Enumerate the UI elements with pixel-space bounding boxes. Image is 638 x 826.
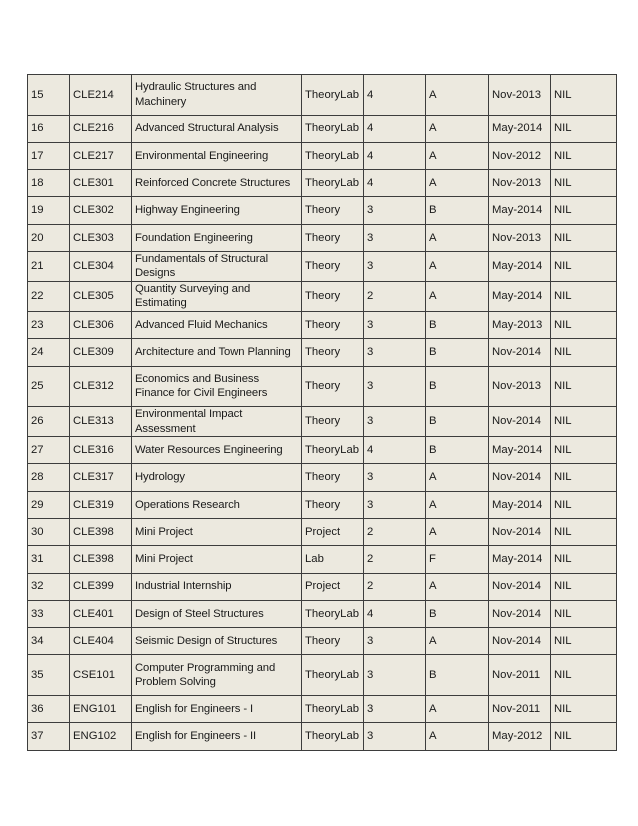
result-cell: NIL	[551, 573, 617, 600]
exam-month-cell: Nov-2014	[489, 600, 551, 627]
table-row	[28, 655, 617, 696]
grade-cell: A	[426, 628, 489, 655]
course-grades-table	[27, 74, 617, 751]
serial-number-cell: 31	[28, 546, 70, 573]
course-code-cell: CLE217	[70, 142, 132, 169]
course-title-cell: Highway Engineering	[132, 197, 302, 224]
course-title-cell: Foundation Engineering	[132, 224, 302, 251]
course-code-cell: CLE301	[70, 170, 132, 197]
exam-month-cell: May-2014	[489, 546, 551, 573]
table-row	[28, 224, 617, 251]
course-title-cell: Advanced Structural Analysis	[132, 115, 302, 142]
course-type-cell: Project	[302, 518, 364, 545]
exam-month-cell: Nov-2013	[489, 366, 551, 407]
course-type-cell: TheoryLab	[302, 170, 364, 197]
result-cell: NIL	[551, 407, 617, 437]
course-code-cell: ENG102	[70, 723, 132, 750]
course-type-cell: TheoryLab	[302, 655, 364, 696]
table-row	[28, 339, 617, 366]
serial-number-cell: 19	[28, 197, 70, 224]
serial-number-cell: 22	[28, 281, 70, 311]
result-cell: NIL	[551, 281, 617, 311]
exam-month-cell: Nov-2014	[489, 518, 551, 545]
course-title-cell: Mini Project	[132, 518, 302, 545]
exam-month-cell: May-2014	[489, 437, 551, 464]
table-row	[28, 115, 617, 142]
table-row	[28, 281, 617, 311]
course-code-cell: CLE316	[70, 437, 132, 464]
exam-month-cell: May-2012	[489, 723, 551, 750]
serial-number-cell: 34	[28, 628, 70, 655]
course-title-cell: Water Resources Engineering	[132, 437, 302, 464]
result-cell: NIL	[551, 600, 617, 627]
result-cell: NIL	[551, 142, 617, 169]
exam-month-cell: May-2014	[489, 281, 551, 311]
table-row	[28, 573, 617, 600]
course-title-cell: Industrial Internship	[132, 573, 302, 600]
grade-cell: A	[426, 464, 489, 491]
exam-month-cell: Nov-2014	[489, 628, 551, 655]
course-code-cell: CLE317	[70, 464, 132, 491]
course-title-cell: Hydrology	[132, 464, 302, 491]
course-code-cell: CLE404	[70, 628, 132, 655]
result-cell: NIL	[551, 437, 617, 464]
result-cell: NIL	[551, 518, 617, 545]
serial-number-cell: 25	[28, 366, 70, 407]
course-code-cell: CLE398	[70, 546, 132, 573]
grade-cell: B	[426, 407, 489, 437]
credits-cell: 3	[364, 251, 426, 281]
serial-number-cell: 35	[28, 655, 70, 696]
course-type-cell: TheoryLab	[302, 600, 364, 627]
exam-month-cell: Nov-2014	[489, 339, 551, 366]
course-type-cell: Theory	[302, 407, 364, 437]
result-cell: NIL	[551, 655, 617, 696]
credits-cell: 4	[364, 600, 426, 627]
table-row	[28, 197, 617, 224]
course-title-cell: Architecture and Town Planning	[132, 339, 302, 366]
course-title-cell: Advanced Fluid Mechanics	[132, 311, 302, 338]
credits-cell: 3	[364, 464, 426, 491]
result-cell: NIL	[551, 170, 617, 197]
grade-sheet-page	[27, 74, 616, 751]
grade-cell: A	[426, 573, 489, 600]
result-cell: NIL	[551, 224, 617, 251]
course-code-cell: CLE398	[70, 518, 132, 545]
grade-cell: B	[426, 339, 489, 366]
table-row	[28, 251, 617, 281]
course-type-cell: Theory	[302, 224, 364, 251]
course-title-cell: Fundamentals of Structural Designs	[132, 251, 302, 281]
course-code-cell: CLE303	[70, 224, 132, 251]
table-row	[28, 628, 617, 655]
course-type-cell: Theory	[302, 339, 364, 366]
grade-cell: F	[426, 546, 489, 573]
course-type-cell: TheoryLab	[302, 695, 364, 722]
exam-month-cell: Nov-2013	[489, 170, 551, 197]
result-cell: NIL	[551, 628, 617, 655]
course-type-cell: Theory	[302, 251, 364, 281]
result-cell: NIL	[551, 311, 617, 338]
exam-month-cell: May-2014	[489, 115, 551, 142]
serial-number-cell: 33	[28, 600, 70, 627]
course-code-cell: CLE319	[70, 491, 132, 518]
grade-cell: A	[426, 142, 489, 169]
grade-cell: A	[426, 224, 489, 251]
course-type-cell: Theory	[302, 197, 364, 224]
grade-cell: A	[426, 170, 489, 197]
grade-cell: A	[426, 251, 489, 281]
table-row	[28, 437, 617, 464]
exam-month-cell: Nov-2014	[489, 464, 551, 491]
course-title-cell: Hydraulic Structures and Machinery	[132, 75, 302, 116]
credits-cell: 3	[364, 224, 426, 251]
course-type-cell: Project	[302, 573, 364, 600]
course-code-cell: CLE216	[70, 115, 132, 142]
course-type-cell: TheoryLab	[302, 437, 364, 464]
course-type-cell: Theory	[302, 281, 364, 311]
serial-number-cell: 20	[28, 224, 70, 251]
course-title-cell: English for Engineers - I	[132, 695, 302, 722]
credits-cell: 3	[364, 695, 426, 722]
grade-cell: B	[426, 311, 489, 338]
exam-month-cell: May-2013	[489, 311, 551, 338]
serial-number-cell: 23	[28, 311, 70, 338]
course-title-cell: Operations Research	[132, 491, 302, 518]
serial-number-cell: 27	[28, 437, 70, 464]
credits-cell: 3	[364, 628, 426, 655]
credits-cell: 4	[364, 142, 426, 169]
credits-cell: 2	[364, 573, 426, 600]
serial-number-cell: 37	[28, 723, 70, 750]
exam-month-cell: Nov-2013	[489, 75, 551, 116]
course-title-cell: Environmental Engineering	[132, 142, 302, 169]
exam-month-cell: Nov-2014	[489, 573, 551, 600]
serial-number-cell: 36	[28, 695, 70, 722]
course-code-cell: CLE312	[70, 366, 132, 407]
table-row	[28, 464, 617, 491]
course-type-cell: Lab	[302, 546, 364, 573]
credits-cell: 2	[364, 281, 426, 311]
serial-number-cell: 24	[28, 339, 70, 366]
course-type-cell: Theory	[302, 491, 364, 518]
course-type-cell: TheoryLab	[302, 115, 364, 142]
serial-number-cell: 28	[28, 464, 70, 491]
table-row	[28, 695, 617, 722]
grade-cell: A	[426, 491, 489, 518]
credits-cell: 4	[364, 170, 426, 197]
result-cell: NIL	[551, 546, 617, 573]
credits-cell: 2	[364, 518, 426, 545]
credits-cell: 3	[364, 197, 426, 224]
exam-month-cell: Nov-2012	[489, 142, 551, 169]
credits-cell: 3	[364, 339, 426, 366]
grade-cell: B	[426, 437, 489, 464]
table-row	[28, 75, 617, 116]
credits-cell: 3	[364, 311, 426, 338]
table-row	[28, 407, 617, 437]
exam-month-cell: Nov-2011	[489, 695, 551, 722]
grade-cell: A	[426, 115, 489, 142]
course-title-cell: Quantity Surveying and Estimating	[132, 281, 302, 311]
table-row	[28, 546, 617, 573]
credits-cell: 3	[364, 655, 426, 696]
result-cell: NIL	[551, 464, 617, 491]
result-cell: NIL	[551, 197, 617, 224]
course-title-cell: Mini Project	[132, 546, 302, 573]
table-row	[28, 491, 617, 518]
table-body	[28, 75, 617, 751]
grade-cell: B	[426, 197, 489, 224]
serial-number-cell: 16	[28, 115, 70, 142]
course-type-cell: TheoryLab	[302, 75, 364, 116]
course-title-cell: Computer Programming and Problem Solving	[132, 655, 302, 696]
result-cell: NIL	[551, 723, 617, 750]
course-code-cell: CLE309	[70, 339, 132, 366]
credits-cell: 3	[364, 366, 426, 407]
course-title-cell: Environmental Impact Assessment	[132, 407, 302, 437]
result-cell: NIL	[551, 115, 617, 142]
course-title-cell: Reinforced Concrete Structures	[132, 170, 302, 197]
credits-cell: 4	[364, 437, 426, 464]
grade-cell: A	[426, 75, 489, 116]
course-type-cell: Theory	[302, 366, 364, 407]
exam-month-cell: May-2014	[489, 251, 551, 281]
serial-number-cell: 18	[28, 170, 70, 197]
result-cell: NIL	[551, 339, 617, 366]
credits-cell: 2	[364, 546, 426, 573]
course-type-cell: Theory	[302, 464, 364, 491]
course-title-cell: Design of Steel Structures	[132, 600, 302, 627]
grade-cell: B	[426, 655, 489, 696]
grade-cell: A	[426, 518, 489, 545]
course-type-cell: TheoryLab	[302, 142, 364, 169]
exam-month-cell: Nov-2011	[489, 655, 551, 696]
course-code-cell: CLE305	[70, 281, 132, 311]
credits-cell: 3	[364, 723, 426, 750]
table-row	[28, 170, 617, 197]
course-title-cell: English for Engineers - II	[132, 723, 302, 750]
serial-number-cell: 21	[28, 251, 70, 281]
serial-number-cell: 17	[28, 142, 70, 169]
table-row	[28, 311, 617, 338]
course-code-cell: CSE101	[70, 655, 132, 696]
grade-cell: A	[426, 723, 489, 750]
serial-number-cell: 26	[28, 407, 70, 437]
course-code-cell: CLE304	[70, 251, 132, 281]
course-code-cell: CLE306	[70, 311, 132, 338]
credits-cell: 4	[364, 75, 426, 116]
exam-month-cell: May-2014	[489, 491, 551, 518]
exam-month-cell: Nov-2013	[489, 224, 551, 251]
grade-cell: A	[426, 281, 489, 311]
table-row	[28, 600, 617, 627]
serial-number-cell: 29	[28, 491, 70, 518]
course-code-cell: CLE214	[70, 75, 132, 116]
course-code-cell: CLE302	[70, 197, 132, 224]
course-code-cell: ENG101	[70, 695, 132, 722]
serial-number-cell: 15	[28, 75, 70, 116]
table-row	[28, 518, 617, 545]
result-cell: NIL	[551, 75, 617, 116]
grade-cell: A	[426, 695, 489, 722]
serial-number-cell: 32	[28, 573, 70, 600]
exam-month-cell: May-2014	[489, 197, 551, 224]
course-type-cell: Theory	[302, 628, 364, 655]
course-type-cell: Theory	[302, 311, 364, 338]
table-row	[28, 142, 617, 169]
credits-cell: 3	[364, 491, 426, 518]
grade-cell: B	[426, 600, 489, 627]
table-row	[28, 366, 617, 407]
table-row	[28, 723, 617, 750]
serial-number-cell: 30	[28, 518, 70, 545]
exam-month-cell: Nov-2014	[489, 407, 551, 437]
course-type-cell: TheoryLab	[302, 723, 364, 750]
grade-cell: B	[426, 366, 489, 407]
result-cell: NIL	[551, 491, 617, 518]
course-code-cell: CLE399	[70, 573, 132, 600]
course-code-cell: CLE313	[70, 407, 132, 437]
course-title-cell: Seismic Design of Structures	[132, 628, 302, 655]
credits-cell: 4	[364, 115, 426, 142]
course-code-cell: CLE401	[70, 600, 132, 627]
result-cell: NIL	[551, 251, 617, 281]
result-cell: NIL	[551, 695, 617, 722]
credits-cell: 3	[364, 407, 426, 437]
result-cell: NIL	[551, 366, 617, 407]
course-title-cell: Economics and Business Finance for Civil Engineers	[132, 366, 302, 407]
